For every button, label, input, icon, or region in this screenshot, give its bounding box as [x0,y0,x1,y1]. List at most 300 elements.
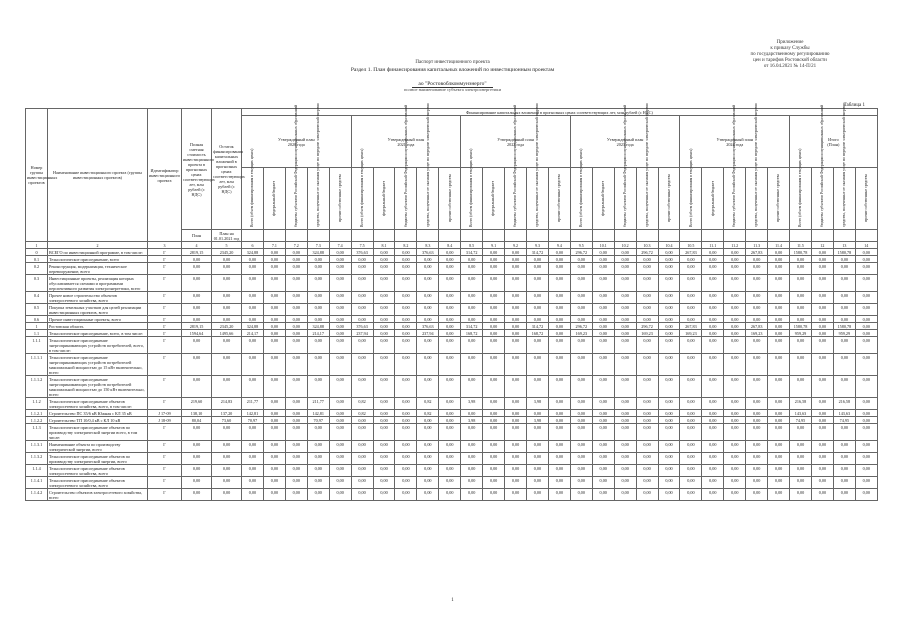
row-value: 0,00 [702,441,724,453]
table-row [26,330,878,337]
row-value: 0,00 [768,304,790,316]
row-remaining: 137,20 [212,410,242,417]
col-header-empty [307,230,329,242]
row-value: 0,00 [768,465,790,477]
row-value: 0,00 [505,489,527,501]
row-value: 0,00 [285,453,307,465]
subcolumn-label: бюджеты субъектов Российской Федерации и муниципальных образований [820,104,825,227]
row-value: 0,00 [373,477,395,489]
row-project-name: Ростовская область [48,323,148,330]
row-project-id: Г [148,441,182,453]
row-value: 0,00 [702,256,724,263]
col-header-subcolumn [439,168,461,230]
year-label: Утвержденный план [606,136,644,142]
row-project-id: Г [148,323,182,330]
row-value: 0,00 [790,316,812,323]
col-header-subcolumn [373,168,395,230]
row-remaining: 0,00 [212,304,242,316]
row-value: 0,00 [768,410,790,417]
row-value: 0,00 [351,337,373,354]
row-value: 0,00 [483,376,505,398]
row-value: 0,00 [768,477,790,489]
column-number: 9.5 [570,242,592,249]
row-project-name: Инвестиционные проекты, реализация которых обуславливается схемами и программами перспективного развития электроэнергетики, всего [48,275,148,292]
subcolumn-label: прочие собственные средства [864,174,869,222]
row-value: 0,00 [811,354,833,376]
row-value: 0,00 [242,263,264,275]
row-value: 0,00 [417,417,439,424]
row-value: 267,83 [746,249,768,256]
row-value: 0,00 [483,453,505,465]
row-value: 0,00 [702,304,724,316]
row-value: 0,00 [351,316,373,323]
row-project-id: Г [148,263,182,275]
subcolumn-label: федеральный бюджет [491,180,496,216]
row-total-cost: 0,00 [182,465,212,477]
column-number: 10.2 [614,242,636,249]
subcolumn-label: бюджеты субъектов Российской Федерации и муниципальных образований [622,104,627,227]
row-total-cost: 0,00 [182,441,212,453]
row-remaining: 73,60 [212,417,242,424]
row-value: 0,00 [658,410,680,417]
row-remaining: 0,00 [212,275,242,292]
row-value: 314,72 [526,323,548,330]
row-value: 0,00 [417,453,439,465]
row-value: 0,00 [592,292,614,304]
row-value: 0,00 [855,453,877,465]
row-value: 0,00 [592,410,614,417]
annex-line: по государственному регулированию [750,52,830,57]
row-value: 0,00 [658,489,680,501]
row-value: 0,00 [548,441,570,453]
row-value: 0,00 [746,263,768,275]
subcolumn-label: прочие собственные средства [557,174,562,222]
row-value: 0,00 [855,489,877,501]
row-value: 0,00 [483,304,505,316]
row-value: 0,00 [329,453,351,465]
row-value: 168,72 [461,330,483,337]
row-value: 0,00 [811,323,833,330]
row-total-cost: 2819,15 [182,249,212,256]
col-header-subcolumn [592,168,614,230]
row-value: 0,00 [548,316,570,323]
row-value: 0,00 [746,465,768,477]
row-value: 0,00 [746,354,768,376]
row-value: 0,00 [329,304,351,316]
row-value: 0,00 [768,441,790,453]
row-group-number: 1.1.2 [26,398,48,410]
row-value: 0,00 [702,354,724,376]
row-value: 1580,78 [833,249,855,256]
row-value: 0,00 [855,330,877,337]
row-value: 0,00 [811,453,833,465]
row-value: 0,00 [855,410,877,417]
row-value: 0,00 [417,275,439,292]
row-value: 0,00 [263,292,285,304]
row-value: 0,00 [855,465,877,477]
row-remaining: 0,00 [212,292,242,304]
column-number: 7.4 [329,242,351,249]
row-value: 0,00 [263,316,285,323]
row-project-id: Г [148,354,182,376]
table-row [26,465,878,477]
row-value: 0,00 [833,489,855,501]
row-value: 0,00 [790,465,812,477]
column-number: 9.2 [505,242,527,249]
row-value: 0,00 [263,410,285,417]
row-value: 0,00 [592,337,614,354]
row-value: 0,82 [351,398,373,410]
row-value: 0,00 [636,304,658,316]
row-value: 0,00 [724,292,746,304]
row-value: 0,00 [526,441,548,453]
row-project-id: Г [148,489,182,501]
row-group-number: 1 [26,323,48,330]
row-value: 0,00 [548,410,570,417]
row-value: 0,00 [768,424,790,441]
row-value: 0,00 [658,424,680,441]
row-value: 0,00 [373,354,395,376]
row-value: 0,00 [461,441,483,453]
row-value: 0,00 [351,256,373,263]
row-value: 0,00 [790,376,812,398]
row-value: 0,00 [636,410,658,417]
table-row [26,424,878,441]
row-value: 376,63 [417,249,439,256]
row-value: 0,00 [307,256,329,263]
row-value: 0,00 [373,292,395,304]
row-value: 0,00 [658,249,680,256]
row-group-number: 0.1 [26,256,48,263]
row-value: 0,00 [483,441,505,453]
row-value: 0,00 [680,256,702,263]
row-value: 0,00 [285,477,307,489]
row-group-number: 1.1.4.1 [26,477,48,489]
row-value: 0,00 [658,330,680,337]
row-value: 0,00 [658,304,680,316]
row-value: 0,00 [483,275,505,292]
row-value: 0,00 [768,376,790,398]
row-value: 0,00 [505,275,527,292]
row-value: 0,00 [439,292,461,304]
row-value: 0,00 [702,323,724,330]
row-project-name: Технологическое присоединение, всего, в том числе: [48,330,148,337]
row-value: 0,00 [658,292,680,304]
row-value: 0,00 [702,398,724,410]
row-value: 0,00 [285,249,307,256]
row-value: 0,00 [724,424,746,441]
column-number: 8.2 [395,242,417,249]
row-value: 0,00 [811,316,833,323]
row-value: 169,23 [746,330,768,337]
col-header-empty [790,230,812,242]
row-value: 0,00 [439,424,461,441]
column-number: 9.1 [483,242,505,249]
row-value: 0,00 [790,424,812,441]
row-value: 0,00 [329,410,351,417]
row-value: 0,00 [592,304,614,316]
row-value: 0,00 [570,316,592,323]
row-value: 0,00 [373,424,395,441]
col-header-empty [351,230,373,242]
subcolumn-label: средства, полученные от оказания услуг по передаче электрической энергии [754,103,759,227]
row-group-number: 0.3 [26,275,48,292]
row-value: 0,00 [329,354,351,376]
row-value: 0,00 [811,398,833,410]
year-value: (План) [827,141,840,147]
page-number: 1 [451,598,454,603]
row-value: 0,00 [746,441,768,453]
row-value: 0,00 [592,354,614,376]
col-header-subcolumn [548,168,570,230]
column-number: 13 [833,242,855,249]
row-value: 0,00 [329,316,351,323]
row-value: 0,00 [329,330,351,337]
row-group-number: 0.2 [26,263,48,275]
row-value: 0,00 [680,304,702,316]
row-value: 0,00 [811,489,833,501]
col-header-empty [658,230,680,242]
row-value: 0,00 [242,376,264,398]
year-label: Утвержденный план [497,136,534,142]
row-value: 0,00 [285,354,307,376]
column-number: 8.5 [461,242,483,249]
row-project-name: Технологическое присоединение объектов электросетевого хозяйства, всего, в том числе: [48,398,148,410]
row-total-cost: 0,00 [182,275,212,292]
col-header-subcolumn [351,148,373,230]
row-value: 0,00 [702,337,724,354]
row-value: 0,00 [395,410,417,417]
col-header-id: Идентификатор инвестиционного проекта [148,109,182,242]
row-value: 0,00 [483,465,505,477]
row-value: 0,00 [417,304,439,316]
col-header-subcolumn [636,103,658,230]
table-row [26,354,878,376]
row-value: 0,00 [505,304,527,316]
row-value: 0,00 [242,465,264,477]
row-total-cost: 0,00 [182,477,212,489]
col-header-subcolumn [570,148,592,230]
row-value: 0,00 [242,316,264,323]
row-value: 0,00 [724,249,746,256]
row-value: 0,00 [724,354,746,376]
row-remaining: 0,00 [212,337,242,354]
row-value: 0,00 [351,354,373,376]
row-value: 0,00 [833,316,855,323]
column-number: 7.2 [285,242,307,249]
row-value: 0,00 [351,275,373,292]
row-value: 0,00 [658,376,680,398]
row-value: 0,00 [724,337,746,354]
row-value: 0,00 [483,263,505,275]
table-label: Таблица 1 [843,103,865,108]
row-value: 0,00 [285,263,307,275]
row-value: 0,00 [483,489,505,501]
row-project-name: Прочее новое строительство объектов электросетевого хозяйства, всего [48,292,148,304]
row-value: 0,00 [307,304,329,316]
row-value: 0,00 [614,337,636,354]
row-value: 0,00 [658,256,680,263]
row-value: 0,00 [811,330,833,337]
row-total-cost: 0,00 [182,292,212,304]
row-value: 0,00 [307,263,329,275]
row-value: 0,00 [855,256,877,263]
row-value: 0,00 [395,453,417,465]
column-number: 11.3 [746,242,768,249]
row-value: 0,00 [614,249,636,256]
row-value: 0,00 [855,337,877,354]
row-value: 0,00 [811,275,833,292]
row-project-id: Г [148,316,182,323]
row-value: 0,00 [768,263,790,275]
row-value: 0,00 [680,354,702,376]
row-value: 0,00 [855,376,877,398]
row-project-name: Технологическое присоединение энергопринимающих устройств потребителей максимальной мощностью до 15 кВт включительно, всего [48,354,148,376]
row-total-cost: 219,60 [182,398,212,410]
row-value: 0,00 [373,304,395,316]
row-value: 0,00 [242,477,264,489]
col-header-subcolumn [417,103,439,230]
row-value: 0,00 [461,304,483,316]
row-value: 0,00 [263,354,285,376]
year-value: 2023 года [616,141,634,147]
row-value: 0,00 [526,465,548,477]
row-value: 0,00 [505,376,527,398]
row-value: 0,00 [417,354,439,376]
row-value: 0,00 [417,465,439,477]
row-value: 0,00 [505,410,527,417]
row-value: 0,00 [329,323,351,330]
row-value: 0,00 [636,465,658,477]
row-value: 0,00 [636,424,658,441]
row-value: 0,00 [790,292,812,304]
column-number: 10.5 [680,242,702,249]
subcolumn-label: Всего (объем финансирования в текущих ценах) [359,148,364,227]
row-value: 0,00 [680,453,702,465]
row-value: 0,00 [592,417,614,424]
row-value: 0,00 [614,275,636,292]
row-value: 0,00 [833,453,855,465]
row-value: 0,00 [461,376,483,398]
col-header-subcolumn [768,168,790,230]
col-header-financing: Финансирование капитальных вложений в прогнозных ценах соответствующих лет, млн рублей (с НДС) [242,109,878,116]
row-value: 0,00 [746,424,768,441]
row-value: 0,00 [439,417,461,424]
table-row [26,398,878,410]
col-header-empty [417,230,439,242]
row-value: 0,00 [724,263,746,275]
row-value: 0,00 [811,441,833,453]
row-value: 324,88 [242,249,264,256]
row-value: 0,00 [702,453,724,465]
row-value: 0,00 [855,275,877,292]
row-value: 0,00 [833,424,855,441]
col-header-name: Наименование инвестиционного проекта (группы инвестиционных проектов) [48,109,148,242]
row-group-number: 0.5 [26,304,48,316]
row-value: 0,00 [570,410,592,417]
row-value: 0,00 [439,453,461,465]
row-project-id: Г [148,398,182,410]
row-value: 0,00 [242,424,264,441]
row-value: 0,00 [724,417,746,424]
row-value: 0,00 [417,256,439,263]
row-value: 0,00 [702,465,724,477]
row-value: 0,00 [329,489,351,501]
row-value: 0,00 [811,256,833,263]
row-remaining: 0,00 [212,477,242,489]
row-value: 0,00 [329,417,351,424]
row-value: 0,00 [242,256,264,263]
row-value: 0,00 [724,316,746,323]
column-number: 5 [212,242,242,249]
row-value: 0,00 [548,417,570,424]
row-value: 0,00 [768,354,790,376]
column-number: 14 [855,242,877,249]
year-value: 2021 года [397,141,415,147]
row-value: 0,00 [395,417,417,424]
row-value: 0,00 [461,292,483,304]
row-value: 0,00 [461,410,483,417]
row-value: 0,00 [680,477,702,489]
row-value: 0,00 [570,398,592,410]
row-value: 0,00 [307,354,329,376]
table-row [26,376,878,398]
row-value: 0,00 [461,256,483,263]
row-value: 0,00 [592,424,614,441]
row-value: 376,63 [351,249,373,256]
row-value: 0,00 [373,376,395,398]
row-value: 0,00 [263,263,285,275]
row-value: 3,98 [461,417,483,424]
row-value: 0,00 [855,316,877,323]
row-value: 0,00 [855,424,877,441]
row-value: 168,72 [526,330,548,337]
row-value: 0,00 [592,330,614,337]
row-value: 0,00 [658,337,680,354]
table-row [26,316,878,323]
row-value: 0,00 [395,263,417,275]
row-value: 0,00 [592,398,614,410]
column-number: 1 [26,242,48,249]
row-value: 0,00 [307,316,329,323]
row-value: 314,72 [526,249,548,256]
row-value: 0,00 [351,263,373,275]
row-value: 0,00 [702,410,724,417]
row-value: 0,00 [526,354,548,376]
col-header-subcolumn [658,168,680,230]
row-value: 0,00 [724,489,746,501]
row-value: 0,00 [724,453,746,465]
row-value: 0,00 [351,304,373,316]
passport-title: Паспорт инвестиционного проекта [415,60,490,65]
row-value: 0,00 [746,489,768,501]
row-value: 0,00 [439,477,461,489]
row-value: 0,00 [417,477,439,489]
row-value: 0,00 [329,376,351,398]
row-value: 0,00 [505,453,527,465]
row-value: 959,29 [833,330,855,337]
row-value: 0,00 [658,263,680,275]
row-value: 0,00 [351,465,373,477]
row-project-id: Г [148,330,182,337]
row-value: 0,00 [855,323,877,330]
annex-line: цен и тарифов Ростовской области [753,58,827,63]
row-value: 0,00 [680,316,702,323]
row-project-name: Строительство ТП 10/0,4 кВ с КЛ 10 кВ [48,417,148,424]
row-value: 0,00 [636,453,658,465]
row-remaining: 0,00 [212,424,242,441]
col-header-empty [373,230,395,242]
